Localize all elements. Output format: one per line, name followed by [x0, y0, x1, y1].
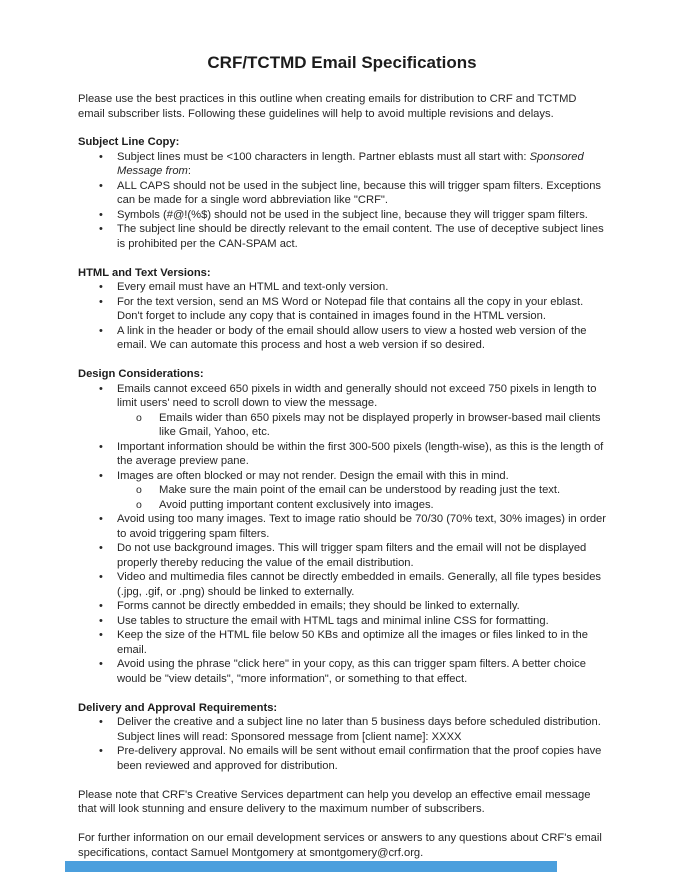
bullet-text — [159, 498, 434, 513]
circle-bullet-icon: o — [136, 484, 142, 496]
bullet-text-run: ALL CAPS should not be used in the subject line, because this will trigger spam filters. Exceptions can be made for a single word abbreviation like "CRF". — [117, 179, 602, 206]
disc-bullet-icon: • — [99, 223, 103, 235]
bullet-item — [78, 570, 606, 599]
bullet-text — [117, 614, 549, 629]
bullet-text-run: Forms cannot be directly embedded in emails; they should be linked to externally. — [117, 600, 520, 612]
bullet-item — [78, 628, 606, 657]
closing-paragraph: For further information on our email development services or answers to any questions about CRF's email specifications, contact Samuel Montgomery at smontgomery@crf.org. — [78, 832, 602, 859]
bullet-item — [78, 657, 606, 686]
bullet-text-run: Do not use background images. This will trigger spam filters and the email will not be displayed properly thereby reducing the value of the email distribution. — [117, 542, 587, 569]
disc-bullet-icon: • — [99, 150, 103, 163]
section — [78, 135, 606, 251]
section — [78, 367, 606, 686]
disc-bullet-icon: • — [99, 208, 103, 221]
disc-bullet-icon: • — [99, 745, 103, 757]
bullet-text-run: Sponsored Message from — [117, 150, 584, 177]
section-heading: HTML and Text Versions: — [78, 266, 211, 279]
bullet-item — [78, 150, 606, 179]
bullet-text-run: Avoid using the phrase "click here" in your copy, as this can trigger spam filters. A better choice would be "view details", "more information", or something to that effect. — [117, 658, 586, 685]
disc-bullet-icon: • — [99, 324, 103, 337]
disc-bullet-icon: • — [99, 179, 103, 192]
bullet-text-run: Video and multimedia files cannot be directly embedded in emails. Generally, all file types besides (.jpg, .gif, or .png) should be linked to externally. — [117, 571, 602, 598]
bullet-text-run: Keep the size of the HTML file below 50 KBs and optimize all the images or files linked to in the email. — [117, 629, 588, 656]
disc-bullet-icon: • — [99, 600, 103, 612]
document-content — [78, 52, 606, 872]
bullet-item — [78, 744, 606, 773]
section — [78, 701, 606, 774]
bullet-item — [78, 440, 606, 469]
bullet-item — [78, 295, 606, 324]
bullet-text — [117, 208, 588, 223]
closing-paragraph: Please note that CRF's Creative Services department can help you develop an effective email message that will look stunning and ensure delivery to the maximum number of subscribers. — [78, 788, 591, 815]
bullet-text — [117, 222, 606, 251]
bullet-text-run: Make sure the main point of the email can be understood by reading just the text. — [159, 484, 561, 496]
bullet-item — [78, 324, 606, 353]
bullet-text — [159, 411, 606, 440]
bullet-item — [78, 222, 606, 251]
disc-bullet-icon: • — [99, 542, 103, 554]
bullet-text-run: Symbols (#@!(%$) should not be used in the subject line, because they will trigger spam filters. — [117, 208, 588, 221]
bullet-text — [117, 657, 606, 686]
bullet-item — [78, 411, 606, 440]
bullet-text — [117, 324, 606, 353]
bullet-item — [78, 498, 606, 513]
bullet-text — [117, 280, 388, 295]
bullet-item — [78, 469, 606, 484]
section-heading: Design Considerations: — [78, 368, 204, 380]
disc-bullet-icon: • — [99, 571, 103, 583]
bullet-text-run: Images are often blocked or may not render. Design the email with this in mind. — [117, 469, 509, 482]
bullet-item — [78, 382, 606, 411]
bullet-text — [117, 512, 606, 541]
bullet-text — [117, 628, 606, 657]
bullet-item — [78, 208, 606, 223]
bullet-text-run: Every email must have an HTML and text-only version. — [117, 281, 389, 293]
bullet-item — [78, 715, 606, 744]
disc-bullet-icon: • — [99, 658, 103, 670]
bullet-text-run: Important information should be within the first 300-500 pixels (length-wise), as this is the length of the average preview pane. — [117, 440, 604, 467]
section — [78, 266, 606, 353]
bullet-text — [159, 483, 560, 498]
disc-bullet-icon: • — [99, 281, 103, 293]
disc-bullet-icon: • — [99, 614, 103, 627]
highlight-bar — [65, 861, 557, 872]
bullet-text-run: A link in the header or body of the email should allow users to view a hosted web version of the email. We can automate this process and host a web version if so desired. — [117, 324, 587, 351]
bullet-item — [78, 280, 606, 295]
bullet-text-run: : — [187, 165, 191, 177]
bullet-text-run: Avoid putting important content exclusively into images. — [159, 498, 434, 511]
bullet-text — [117, 744, 606, 773]
disc-bullet-icon: • — [99, 440, 103, 453]
disc-bullet-icon: • — [99, 513, 103, 525]
bullet-text-run: Subject lines must be <100 characters in length. Partner eblasts must all start with: — [117, 150, 530, 163]
bullet-text — [117, 599, 520, 614]
sections — [78, 135, 606, 773]
bullet-item — [78, 512, 606, 541]
bullet-text-run: Deliver the creative and a subject line no later than 5 business days before scheduled distribution. Subject lines will read: Sponsored message from [client name]: XXXX — [117, 716, 601, 743]
section-heading: Delivery and Approval Requirements: — [78, 701, 278, 714]
bullet-text — [117, 469, 509, 484]
disc-bullet-icon: • — [99, 629, 103, 641]
bullet-text — [117, 179, 606, 208]
bullet-text-run: Emails cannot exceed 650 pixels in width and generally should not exceed 750 pixels in length to limit users' need to scroll down to view the message. — [117, 382, 597, 409]
bullet-text — [117, 715, 606, 744]
bullet-item — [78, 541, 606, 570]
bullet-text — [117, 440, 606, 469]
bullet-text-run: For the text version, send an MS Word or Notepad file that contains all the copy in your eblast. Don't forget to include any copy that is contained in images found in the HTML version. — [117, 295, 584, 322]
disc-bullet-icon: • — [99, 716, 103, 728]
bullet-text — [117, 382, 606, 411]
bullet-text-run: The subject line should be directly relevant to the email content. The use of deceptive subject lines is prohibited per the CAN-SPAM act. — [117, 223, 604, 250]
section-heading: Subject Line Copy: — [78, 136, 180, 148]
circle-bullet-icon: o — [136, 498, 142, 511]
intro-paragraph: Please use the best practices in this outline when creating emails for distribution to CRF and TCTMD email subscriber lists. Following these guidelines will help to avoid multiple revisions and delays. — [78, 93, 577, 120]
bullet-text — [117, 541, 606, 570]
bullet-item — [78, 599, 606, 614]
bullet-text — [117, 570, 606, 599]
page-title: CRF/TCTMD Email Specifications — [207, 53, 477, 72]
bullet-text-run: Pre-delivery approval. No emails will be sent without email confirmation that the proof copies have been reviewed and approved for distribution. — [117, 745, 602, 772]
bullet-item — [78, 179, 606, 208]
disc-bullet-icon: • — [99, 382, 103, 395]
bullet-text-run: Emails wider than 650 pixels may not be displayed properly in browser-based mail clients like Gmail, Yahoo, etc. — [159, 411, 601, 438]
bullet-text-run: Avoid using too many images. Text to image ratio should be 70/30 (70% text, 30% images) in order to avoid triggering spam filters. — [117, 513, 606, 540]
disc-bullet-icon: • — [99, 469, 103, 482]
circle-bullet-icon: o — [136, 411, 142, 424]
bullet-text — [117, 295, 606, 324]
bullet-text — [117, 150, 606, 179]
disc-bullet-icon: • — [99, 295, 103, 308]
bullet-item — [78, 614, 606, 629]
closing-paragraphs — [78, 788, 606, 861]
bullet-item — [78, 483, 606, 498]
bullet-text-run: Use tables to structure the email with HTML tags and minimal inline CSS for formatting. — [117, 614, 549, 627]
